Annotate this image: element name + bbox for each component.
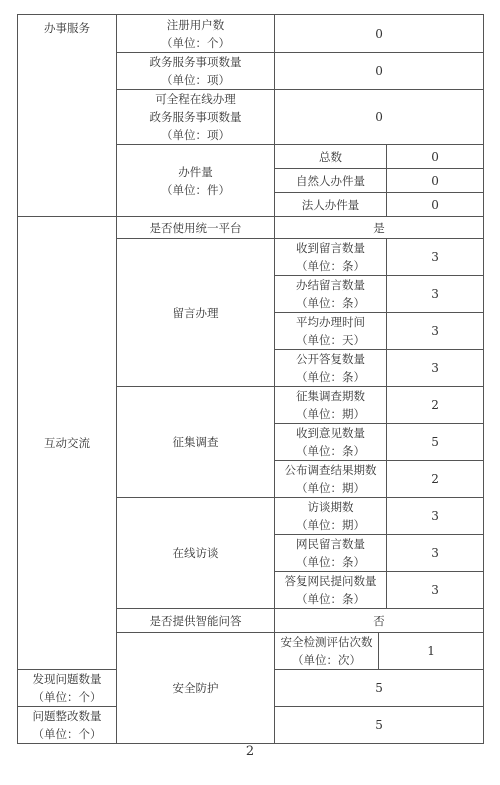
survey-periods-value: 2 <box>387 387 484 424</box>
survey-published-value: 2 <box>387 461 484 498</box>
interview-netizen-msgs-label: 网民留言数量 （单位：条） <box>275 535 387 572</box>
interview-label: 在线访谈 <box>117 498 275 609</box>
smart-qa-value: 否 <box>275 609 484 633</box>
unified-platform-value: 是 <box>275 217 484 239</box>
survey-opinions-value: 5 <box>387 424 484 461</box>
interview-netizen-msgs-value: 3 <box>387 535 484 572</box>
messages-avg-time-label: 平均办理时间 （单位：天） <box>275 313 387 350</box>
handled-natural-value: 0 <box>387 169 484 193</box>
registered-users-label: 注册用户数 （单位：个） <box>117 15 275 53</box>
handled-natural-label: 自然人办件量 <box>275 169 387 193</box>
section-security-label: 安全防护 <box>117 633 275 744</box>
problems-found-value: 5 <box>275 670 484 707</box>
survey-opinions-label: 收到意见数量 （单位：条） <box>275 424 387 461</box>
problems-fixed-value: 5 <box>275 707 484 744</box>
interview-answered-value: 3 <box>387 572 484 609</box>
inspections-label: 安全检测评估次数 （单位：次） <box>275 633 379 670</box>
handled-legal-label: 法人办件量 <box>275 193 387 217</box>
messages-received-value: 3 <box>387 239 484 276</box>
registered-users-value: 0 <box>275 15 484 53</box>
messages-received-label: 收到留言数量 （单位：条） <box>275 239 387 276</box>
section-interaction-label: 互动交流 <box>18 217 117 670</box>
messages-public-replies-value: 3 <box>387 350 484 387</box>
full-online-items-label: 可全程在线办理 政务服务事项数量 （单位：项） <box>117 90 275 145</box>
messages-public-replies-label: 公开答复数量 （单位：条） <box>275 350 387 387</box>
statistics-table <box>17 14 484 744</box>
full-online-items-value: 0 <box>275 90 484 145</box>
service-items-value: 0 <box>275 53 484 90</box>
interview-periods-label: 访谈期数 （单位：期） <box>275 498 387 535</box>
inspections-value: 1 <box>379 633 484 670</box>
interview-periods-value: 3 <box>387 498 484 535</box>
handled-total-label: 总数 <box>275 145 387 169</box>
handled-legal-value: 0 <box>387 193 484 217</box>
smart-qa-label: 是否提供智能问答 <box>117 609 275 633</box>
interview-answered-label: 答复网民提问数量 （单位：条） <box>275 572 387 609</box>
service-items-label: 政务服务事项数量 （单位：项） <box>117 53 275 90</box>
survey-label: 征集调查 <box>117 387 275 498</box>
messages-label: 留言办理 <box>117 239 275 387</box>
handled-total-value: 0 <box>387 145 484 169</box>
problems-fixed-label: 问题整改数量 （单位：个） <box>18 707 117 744</box>
page-number: 2 <box>245 744 255 759</box>
survey-periods-label: 征集调查期数 （单位：期） <box>275 387 387 424</box>
messages-concluded-label: 办结留言数量 （单位：条） <box>275 276 387 313</box>
section-service-label: 办事服务 <box>18 15 117 217</box>
messages-concluded-value: 3 <box>387 276 484 313</box>
survey-published-label: 公布调查结果期数 （单位：期） <box>275 461 387 498</box>
unified-platform-label: 是否使用统一平台 <box>117 217 275 239</box>
problems-found-label: 发现问题数量 （单位：个） <box>18 670 117 707</box>
handled-label: 办件量 （单位：件） <box>117 145 275 217</box>
messages-avg-time-value: 3 <box>387 313 484 350</box>
